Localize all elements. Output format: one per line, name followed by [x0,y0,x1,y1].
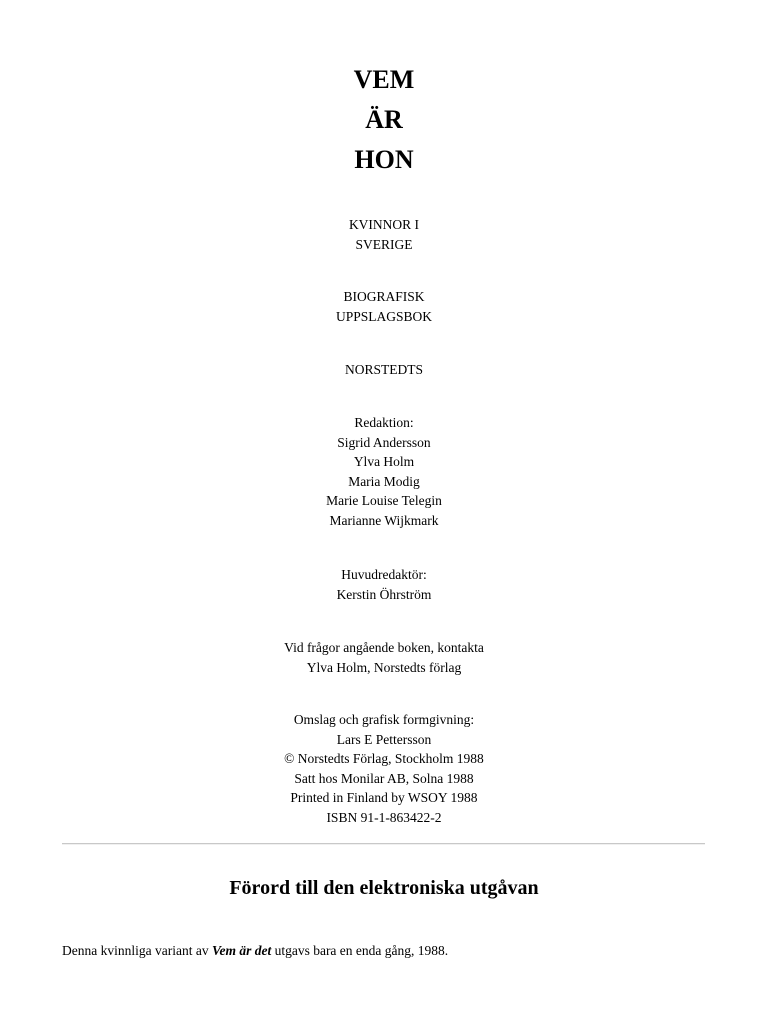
chief-editor [0,565,768,604]
book-type-line: BIOGRAFISK [343,289,425,304]
preface-text-before: Denna kvinnliga variant av [62,943,212,958]
chief-editor-heading: Huvudredaktör: [341,567,427,582]
colophon-line: Lars E Pettersson [336,731,432,747]
editor-name: Marianne Wijkmark [329,512,439,528]
contact-line: Vid frågor angående boken, kontakta [284,640,484,655]
contact-line: Ylva Holm, Norstedts förlag [306,659,462,675]
editor-name: Marie Louise Telegin [326,493,442,509]
book-type-line: UPPSLAGSBOK [335,308,433,324]
colophon-line: Satt hos Monilar AB, Solna 1988 [294,770,474,786]
book-title-line: ÄR [365,105,403,134]
subtitle-line: SVERIGE [355,236,413,252]
colophon-line: © Norstedts Förlag, Stockholm 1988 [284,751,484,767]
preface-text-after: utgavs bara en enda gång, 1988. [271,943,449,958]
colophon [0,710,768,828]
preface-heading: Förord till den elektroniska utgåvan [229,877,539,899]
editorial-heading: Redaktion: [354,415,414,430]
colophon-line: Omslag och grafisk formgivning: [293,712,475,727]
editor-name: Maria Modig [348,473,420,489]
subtitle-line: KVINNOR I [348,217,420,232]
publisher-name [0,360,768,380]
colophon-line: Printed in Finland by WSOY 1988 [290,790,478,806]
editor-name: Sigrid Andersson [337,434,431,450]
colophon-line: ISBN 91-1-863422-2 [326,809,442,825]
book-title-line: HON [354,145,414,174]
book-type [0,287,768,326]
chief-editor-name: Kerstin Öhrström [336,586,432,602]
publisher-line: NORSTEDTS [344,362,423,377]
editorial-board [0,413,768,531]
book-subtitle [0,215,768,254]
book-title-line: VEM [353,65,415,94]
book-title [0,60,768,180]
contact-info [0,638,768,677]
preface-paragraph [62,941,705,961]
editor-name: Ylva Holm [353,454,415,470]
preface-book-title: Vem är det [211,943,272,958]
horizontal-divider [62,843,705,845]
